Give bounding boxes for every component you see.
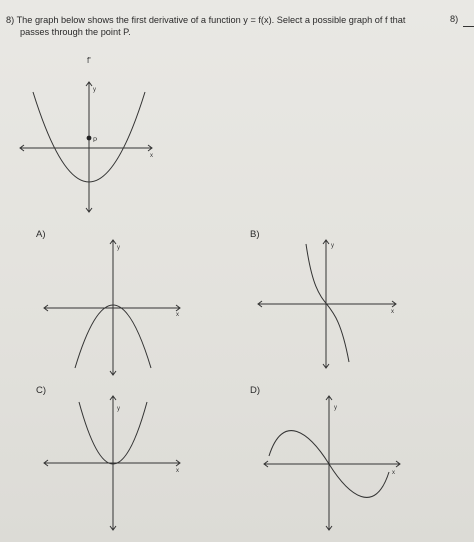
x-axis-label: x [391, 309, 394, 315]
option-d-label[interactable]: D) [250, 385, 261, 396]
x-axis-label: x [392, 470, 395, 476]
question-line-1: The graph below shows the first derivative of a function y = f(x). Select a possible graph of f that [16, 15, 406, 25]
question-number: 8) [6, 15, 15, 25]
point-p-label: P [93, 137, 98, 144]
option-b-label[interactable]: B) [250, 229, 260, 240]
derivative-graph-title: f' [87, 56, 91, 65]
y-axis-label: y [334, 405, 337, 411]
option-c-label[interactable]: C) [36, 385, 47, 396]
option-a-label[interactable]: A) [36, 229, 46, 240]
y-axis-label: y [93, 87, 96, 93]
y-axis-label: y [117, 406, 120, 412]
answer-number: 8) [450, 14, 459, 24]
y-axis-label: y [117, 245, 120, 251]
x-axis-label: x [150, 153, 153, 159]
question-line-2: passes through the point P. [20, 27, 131, 37]
y-axis-label: y [331, 243, 334, 249]
x-axis-label: x [176, 468, 179, 474]
x-axis-label: x [176, 312, 179, 318]
